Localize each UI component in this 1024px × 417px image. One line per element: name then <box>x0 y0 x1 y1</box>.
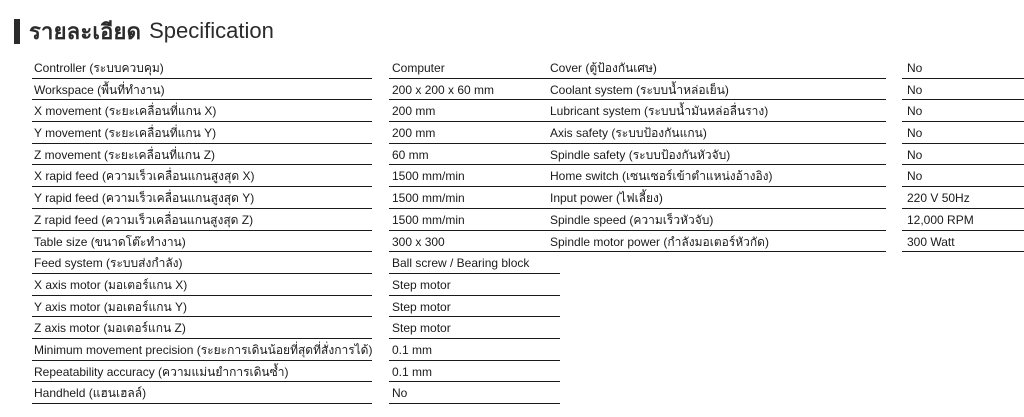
page-title-thai: รายละเอียด <box>29 18 142 44</box>
spec-value: Ball screw / Bearing block <box>389 252 560 274</box>
page-title <box>14 15 274 47</box>
spec-value: Step motor <box>389 317 560 339</box>
spec-label: X rapid feed (ความเร็วเคลื่อนแกนสูงสุด X) <box>32 165 372 187</box>
spec-label: Z movement (ระยะเคลื่อนที่แกน Z) <box>32 144 372 166</box>
spec-value: No <box>902 144 1024 166</box>
spec-label: X axis motor (มอเตอร์แกน X) <box>32 274 372 296</box>
spec-value: Step motor <box>389 296 560 318</box>
spec-value: Step motor <box>389 274 560 296</box>
spec-label: Cover (ตู้ป้องกันเศษ) <box>548 57 886 79</box>
spec-label: Y axis motor (มอเตอร์แกน Y) <box>32 296 372 318</box>
spec-label: Spindle safety (ระบบป้องกันหัวจับ) <box>548 144 886 166</box>
spec-label: Spindle speed (ความเร็วหัวจับ) <box>548 209 886 231</box>
spec-value: 200 mm <box>389 100 560 122</box>
spec-value: 1500 mm/min <box>389 209 560 231</box>
spec-label: Feed system (ระบบส่งกำลัง) <box>32 252 372 274</box>
spec-value: 60 mm <box>389 144 560 166</box>
spec-value: 1500 mm/min <box>389 165 560 187</box>
spec-value: No <box>389 382 560 404</box>
page-title-english: Specification <box>149 18 274 43</box>
spec-label: Handheld (แฮนเฮลล์) <box>32 382 372 404</box>
spec-label: Repeatability accuracy (ความแม่นยำการเดินซ้ำ) <box>32 361 372 383</box>
spec-label: Y rapid feed (ความเร็วเคลื่อนแกนสูงสุด Y) <box>32 187 372 209</box>
spec-value: 300 x 300 <box>389 231 560 253</box>
spec-label: Workspace (พื้นที่ทำงาน) <box>32 79 372 101</box>
spec-label: Y movement (ระยะเคลื่อนที่แกน Y) <box>32 122 372 144</box>
spec-value: 300 Watt <box>902 231 1024 253</box>
spec-value: No <box>902 165 1024 187</box>
spec-label: Table size (ขนาดโต๊ะทำงาน) <box>32 231 372 253</box>
spec-value: 1500 mm/min <box>389 187 560 209</box>
title-accent-bar <box>14 19 20 44</box>
spec-value: No <box>902 79 1024 101</box>
spec-label: Coolant system (ระบบน้ำหล่อเย็น) <box>548 79 886 101</box>
spec-label: Input power (ไฟเลี้ยง) <box>548 187 886 209</box>
spec-label: Home switch (เซนเซอร์เข้าตำแหน่งอ้างอิง) <box>548 165 886 187</box>
spec-value: No <box>902 122 1024 144</box>
spec-value: No <box>902 100 1024 122</box>
spec-label: Minimum movement precision (ระยะการเดินน้อยที่สุดที่สั่งการได้) <box>32 339 372 361</box>
spec-label: Z rapid feed (ความเร็วเคลื่อนแกนสูงสุด Z) <box>32 209 372 231</box>
spec-value: Computer <box>389 57 560 79</box>
spec-value: 12,000 RPM <box>902 209 1024 231</box>
spec-value: 0.1 mm <box>389 339 560 361</box>
spec-label: Axis safety (ระบบป้องกันแกน) <box>548 122 886 144</box>
spec-value: 220 V 50Hz <box>902 187 1024 209</box>
spec-value: 200 x 200 x 60 mm <box>389 79 560 101</box>
spec-label: Spindle motor power (กำลังมอเตอร์หัวกัด) <box>548 231 886 253</box>
spec-label: X movement (ระยะเคลื่อนที่แกน X) <box>32 100 372 122</box>
spec-value: 0.1 mm <box>389 361 560 383</box>
spec-value: 200 mm <box>389 122 560 144</box>
spec-label: Lubricant system (ระบบน้ำมันหล่อลื่นราง) <box>548 100 886 122</box>
spec-value: No <box>902 57 1024 79</box>
spec-label: Controller (ระบบควบคุม) <box>32 57 372 79</box>
spec-label: Z axis motor (มอเตอร์แกน Z) <box>32 317 372 339</box>
